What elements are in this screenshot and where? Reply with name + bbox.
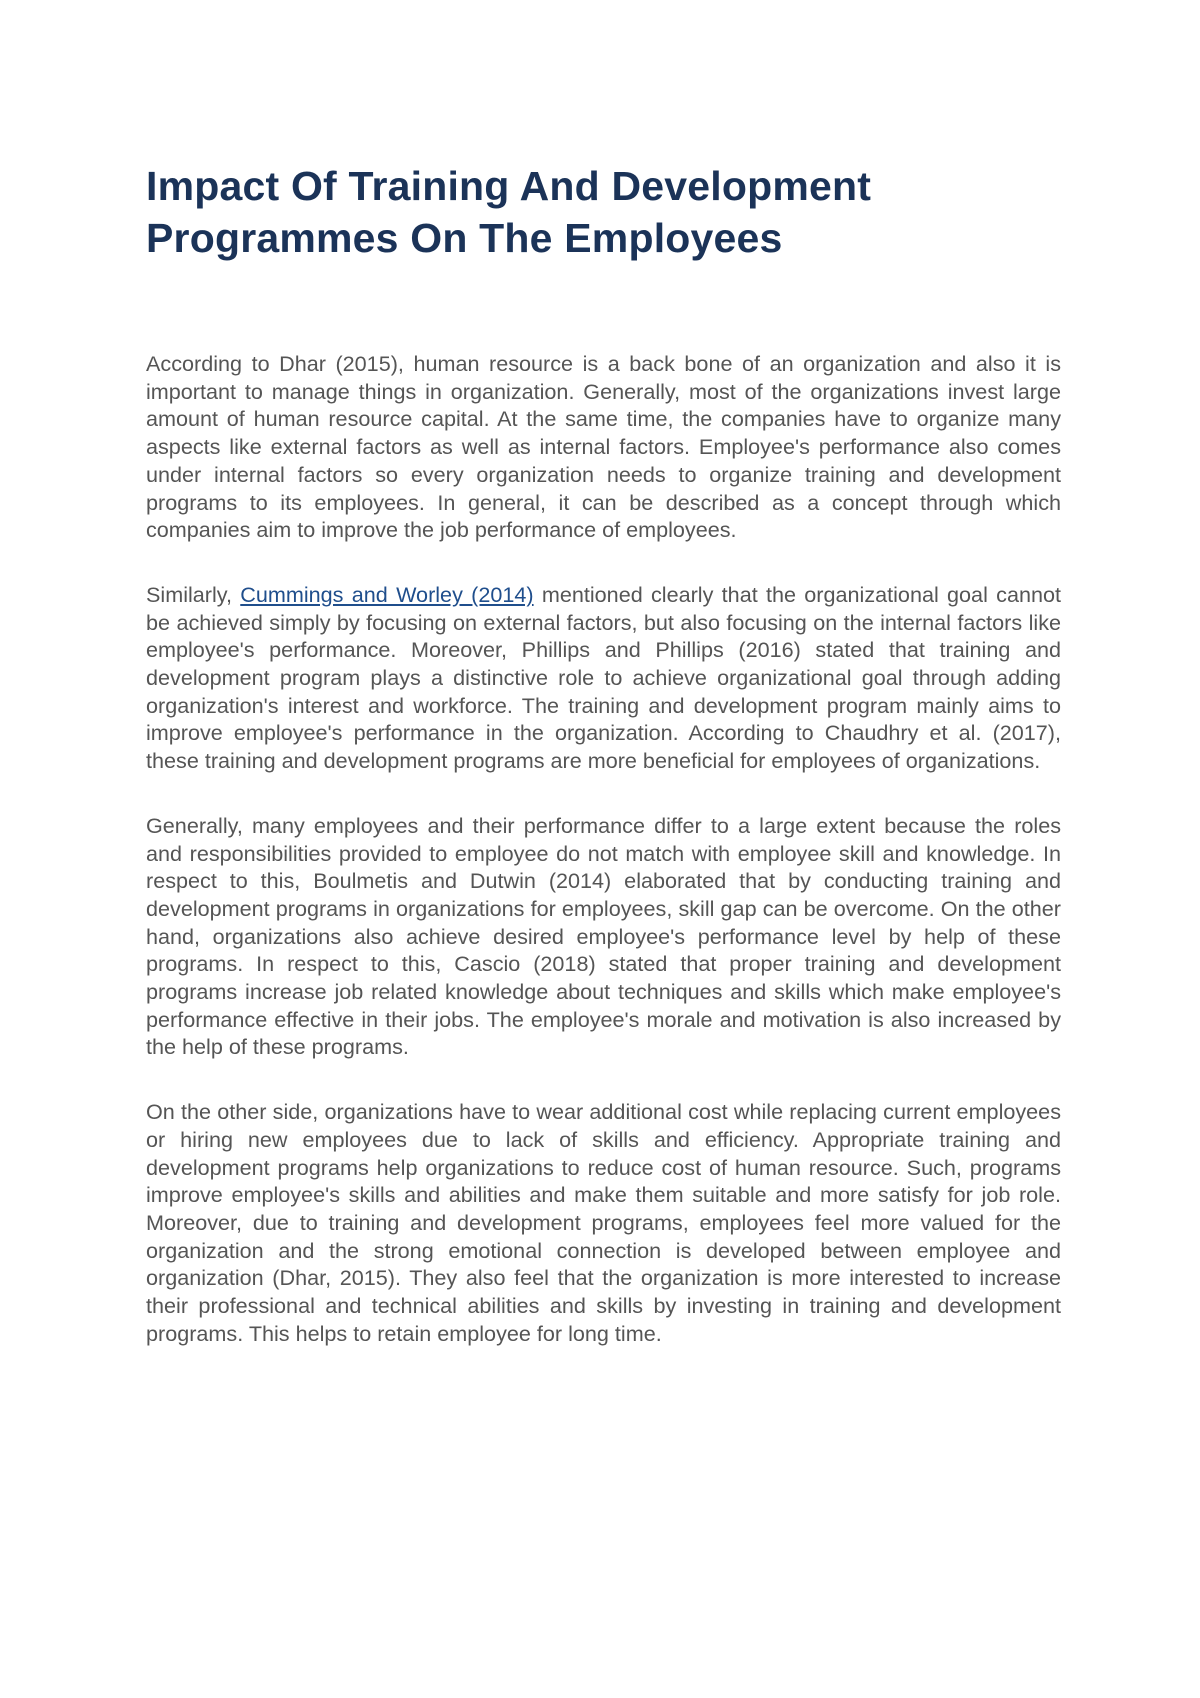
paragraph-2-lead: Similarly, — [146, 581, 241, 607]
document-body — [146, 160, 1061, 1385]
paragraph-2 — [146, 581, 1061, 775]
page-title: Impact Of Training And Development Programmes On The Employees — [146, 163, 872, 261]
paragraph-2-rest: mentioned clearly that the organizational goal cannot be achieved simply by focusing on external factors, but also focusing on the internal factors like employee's performance. Moreover, Phillips and Phillips (2016) stated that training and development program plays a distinctive role to achieve organizational goal through adding organization's interest and workforce. The training and development program mainly aims to improve employee's performance in the organization. According to Chaudhry et al. (2017), these training and development programs are more beneficial for employees of organizations. — [146, 581, 1061, 774]
paragraph-3: Generally, many employees and their performance differ to a large extent because the roles and responsibilities provided to employee do not match with employee skill and knowledge. In respect to this, Boulmetis and Dutwin (2014) elaborated that by conducting training and development programs in organizations for employees, skill gap can be overcome. On the other hand, organizations also achieve desired employee's performance level by help of these programs. In respect to this, Cascio (2018) stated that proper training and development programs increase job related knowledge about techniques and skills which make employee's performance effective in their jobs. The employee's morale and motivation is also increased by the help of these programs. — [146, 812, 1061, 1060]
paragraph-1: According to Dhar (2015), human resource is a back bone of an organization and also it is important to manage things in organization. Generally, most of the organizations invest large amount of human resource capital. At the same time, the companies have to organize many aspects like external factors as well as internal factors. Employee's performance also comes under internal factors so every organization needs to organize training and development programs to its employees. In general, it can be described as a concept through which companies aim to improve the job performance of employees. — [146, 351, 1061, 543]
citation-link-cummings-worley[interactable]: Cummings and Worley (2014) — [240, 581, 534, 607]
paragraph-4: On the other side, organizations have to wear additional cost while replacing current employees or hiring new employees due to lack of skills and efficiency. Appropriate training and development programs help organizations to reduce cost of human resource. Such, programs improve employee's skills and abilities and make them suitable and more satisfy for job role. Moreover, due to training and development programs, employees feel more valued for the organization and the strong emotional connection is developed between employee and organization (Dhar, 2015). They also feel that the organization is more interested to increase their professional and technical abilities and skills by investing in training and development programs. This helps to retain employee for long time. — [146, 1099, 1061, 1346]
